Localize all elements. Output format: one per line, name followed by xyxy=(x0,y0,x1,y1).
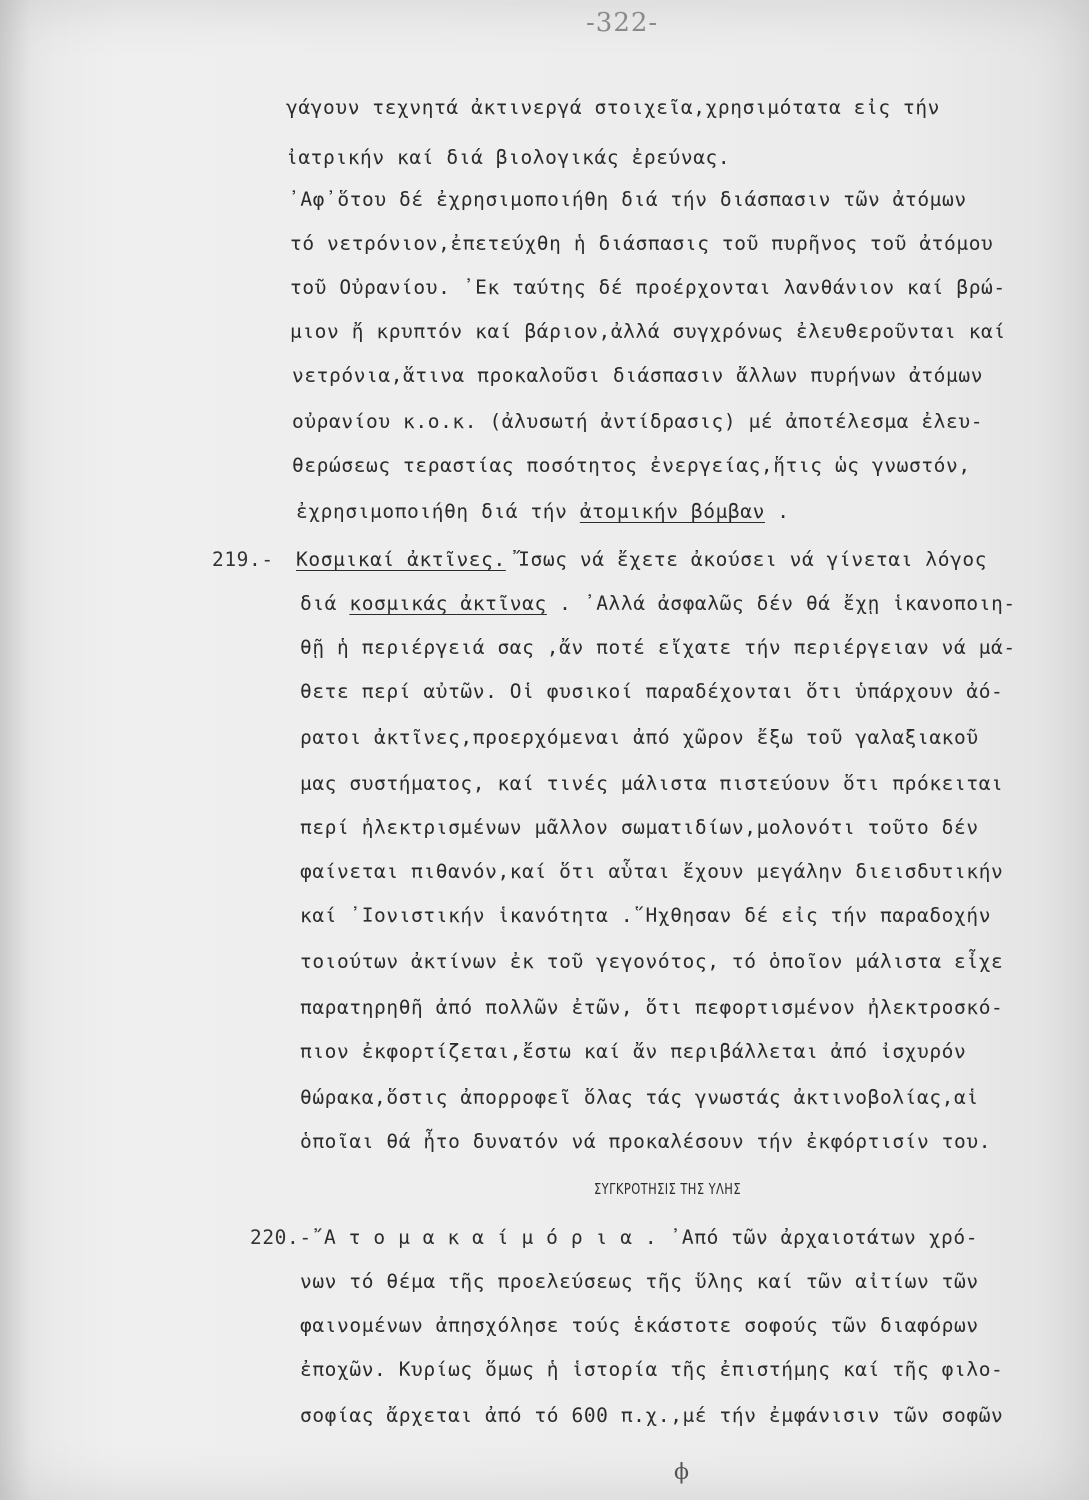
underlined-term: ἀτομικήν βόμβαν xyxy=(579,500,765,523)
text-line: νων τό θέμα τῆς προελεύσεως τῆς ὕλης καί τῶν αἰτίων τῶν xyxy=(300,1270,979,1293)
text-line: περί ἠλεκτρισμένων μᾶλλον σωματιδίων,μολονότι τοῦτο δέν xyxy=(300,816,979,839)
text-line: θώρακα,ὅστις ἀπορροφεῖ ὅλας τάς γνωστάς ἀκτινοβολίας,αἱ xyxy=(300,1086,979,1109)
text-line: θερώσεως τεραστίας ποσότητος ἐνεργείας,ἥτις ὡς γνωστόν, xyxy=(292,454,971,477)
text-line: διά κοσμικάς ἀκτῖνας . ᾿Αλλά ἀσφαλῶς δέν θά ἔχῃ ἱκανοποιη- xyxy=(300,592,1016,615)
text-line: πιον ἐκφορτίζεται,ἔστω καί ἄν περιβάλλεται ἀπό ἰσχυρόν xyxy=(300,1040,967,1063)
section-heading: ΣΥΓΚΡΟΤΗΣΙΣ ΤΗΣ ΥΛΗΣ xyxy=(594,1180,741,1198)
text-line: καί ᾿Ιονιστικήν ἱκανότητα .῞Ηχθησαν δέ εἰς τήν παραδοχήν xyxy=(300,904,992,927)
text-line: ἰατρικήν καί διά βιολογικάς ἐρεύνας. xyxy=(286,146,731,169)
text-line: ἐχρησιμοποιήθη διά τήν ἀτομικήν βόμβαν . xyxy=(296,500,790,523)
text-line: γάγουν τεχνητά ἀκτινεργά στοιχεῖα,χρησιμότατα εἰς τήν xyxy=(286,96,941,119)
text-line: τοιούτων ἀκτίνων ἐκ τοῦ γεγονότος, τό ὁποῖον μάλιστα εἶχε xyxy=(300,950,1004,973)
text-line: σοφίας ἄρχεται ἀπό τό 600 π.χ.,μέ τήν ἐμφάνισιν τῶν σοφῶν xyxy=(300,1404,1004,1427)
paragraph-start-line: 220.-῎Α τ ο μ α κ α ί μ ό ρ ι α . ᾿Από τῶν ἀρχαιοτάτων χρό- xyxy=(250,1226,979,1249)
text-line: ἐποχῶν. Κυρίως ὅμως ἡ ἱστορία τῆς ἐπιστήμης καί τῆς φιλο- xyxy=(300,1358,1004,1381)
footer-mark: ϕ xyxy=(674,1460,689,1485)
text-line: θετε περί αὐτῶν. Οἱ φυσικοί παραδέχονται ὅτι ὑπάρχουν ἀό- xyxy=(300,680,1004,703)
text-line: ρατοι ἀκτῖνες,προερχόμεναι ἀπό χῶρον ἔξω τοῦ γαλαξιακοῦ xyxy=(300,726,979,749)
page-number: -322- xyxy=(586,8,659,38)
text-line: οὐρανίου κ.ο.κ. (ἀλυσωτή ἀντίδρασις) μέ ἀποτέλεσμα ἐλευ- xyxy=(292,410,984,433)
text-line: νετρόνια,ἅτινα προκαλοῦσι διάσπασιν ἄλλων πυρήνων ἀτόμων xyxy=(292,364,984,387)
text-line: θῇ ἡ περιέργειά σας ,ἄν ποτέ εἴχατε τήν περιέργειαν νά μά- xyxy=(300,636,1016,659)
paragraph-title: Κοσμικαί ἀκτῖνες. xyxy=(296,548,506,571)
text-line: φαινομένων ἀπησχόλησε τούς ἑκάστοτε σοφούς τῶν διαφόρων xyxy=(300,1314,979,1337)
text-line: μας συστήματος, καί τινές μάλιστα πιστεύουν ὅτι πρόκειται xyxy=(300,772,1004,795)
text-line: τοῦ Οὐρανίου. ᾿Εκ ταύτης δέ προέρχονται λανθάνιον καί βρώ- xyxy=(290,276,1006,299)
paragraph-number: 219.- xyxy=(212,548,274,571)
paragraph-start-line: 219.- Κοσμικαί ἀκτῖνες. Ἴσως νά ἔχετε ἀκούσει νά γίνεται λόγος xyxy=(212,548,988,571)
text-line: τό νετρόνιον,ἐπετεύχθη ἡ διάσπασις τοῦ πυρῆνος τοῦ ἀτόμου xyxy=(290,232,994,255)
text-line: μιον ἤ κρυπτόν καί βάριον,ἀλλά συγχρόνως ἐλευθεροῦνται καί xyxy=(290,320,1006,343)
text-line: παρατηρηθῆ ἀπό πολλῶν ἐτῶν, ὅτι πεφορτισμένον ἠλεκτροσκό- xyxy=(300,996,1004,1019)
paragraph-number: 220.- xyxy=(250,1226,312,1249)
text-line: φαίνεται πιθανόν,καί ὅτι αὗται ἔχουν μεγάλην διεισδυτικήν xyxy=(300,860,1004,883)
text-line: ὁποῖαι θά ἦτο δυνατόν νά προκαλέσουν τήν ἐκφόρτισίν του. xyxy=(300,1130,992,1153)
text-line: ᾿Αφ᾿ὅτου δέ ἐχρησιμοποιήθη διά τήν διάσπασιν τῶν ἀτόμων xyxy=(288,188,967,211)
underlined-term: κοσμικάς ἀκτῖνας xyxy=(349,592,547,615)
